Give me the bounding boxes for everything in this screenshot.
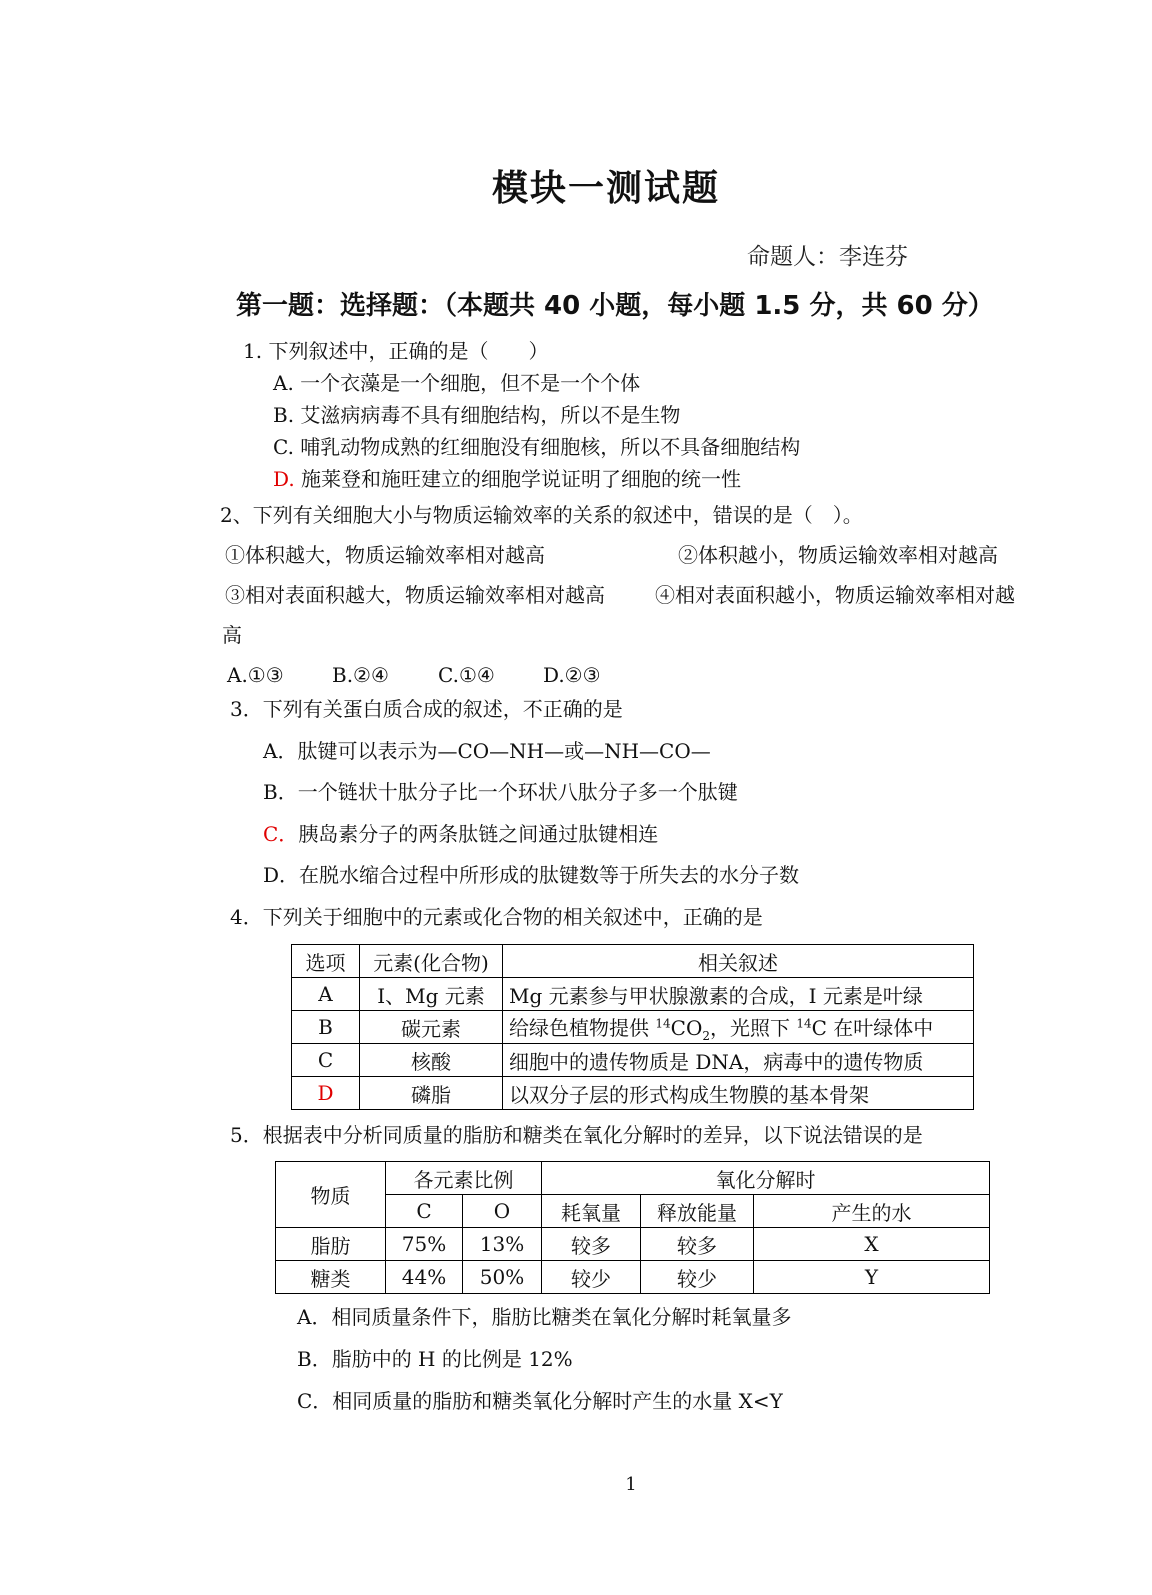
table-row (292, 945, 974, 978)
q1-stem: 1. 下列叙述中，正确的是（ ） (243, 339, 549, 363)
q1-option-c: C. 哺乳动物成熟的红细胞没有细胞核，所以不具备细胞结构 (273, 435, 801, 459)
q4-cell-element: I、Mg 元素 (360, 978, 503, 1011)
q4-header-description: 相关叙述 (503, 945, 974, 978)
table-row (292, 1044, 974, 1077)
q5-option-a: A．相同质量条件下，脂肪比糖类在氧化分解时耗氧量多 (297, 1305, 792, 1329)
q4-cell-element: 碳元素 (360, 1011, 503, 1044)
q5-cell-c: 44% (386, 1261, 463, 1294)
q4-desc-subscript: 2 (702, 1028, 710, 1043)
q5-cell-o: 50% (463, 1261, 542, 1294)
q2-statement-2: ②体积越小，物质运输效率相对越高 (678, 543, 998, 567)
author-line: 命题人：李连芬 (747, 244, 908, 270)
q4-cell-description: 细胞中的遗传物质是 DNA，病毒中的遗传物质 (503, 1044, 974, 1077)
q2-option-a: A.①③ (227, 663, 284, 687)
q5-cell-oxygen: 较多 (542, 1228, 641, 1261)
q2-stem: 2、下列有关细胞大小与物质运输效率的关系的叙述中，错误的是（ ）。 (220, 503, 863, 527)
q5-cell-water: Y (754, 1261, 990, 1294)
q4-table (291, 944, 974, 1110)
q1-option-d (273, 466, 741, 492)
q3-option-d: D．在脱水缩合过程中所形成的肽键数等于所失去的水分子数 (263, 863, 800, 887)
q5-header-c: C (386, 1195, 463, 1228)
q5-header-substance: 物质 (276, 1162, 386, 1228)
q4-desc-part: C 在叶绿体中 (811, 1015, 934, 1040)
q5-header-energy: 释放能量 (641, 1195, 754, 1228)
q3-option-c-letter: C． (263, 822, 299, 846)
q5-header-oxygen: 耗氧量 (542, 1195, 641, 1228)
q5-header-water: 产生的水 (754, 1195, 990, 1228)
q5-header-oxidation: 氧化分解时 (542, 1162, 990, 1195)
q5-option-c: C．相同质量的脂肪和糖类氧化分解时产生的水量 X<Y (297, 1389, 783, 1413)
table-row (292, 1011, 974, 1044)
q3-stem: 3．下列有关蛋白质合成的叙述，不正确的是 (230, 697, 623, 721)
table-row (292, 1077, 974, 1110)
q5-cell-o: 13% (463, 1228, 542, 1261)
q4-cell-description: 以双分子层的形式构成生物膜的基本骨架 (503, 1077, 974, 1110)
q1-option-a: A. 一个衣藻是一个细胞，但不是一个个体 (273, 371, 641, 395)
q4-stem: 4．下列关于细胞中的元素或化合物的相关叙述中，正确的是 (230, 905, 763, 929)
page-number: 1 (625, 1474, 637, 1495)
q4-cell-description (503, 1011, 974, 1044)
q2-option-c: C.①④ (438, 663, 495, 687)
q2-statement-4: ④相对表面积越小，物质运输效率相对越 (655, 583, 1015, 607)
page-title: 模块一测试题 (491, 168, 720, 209)
q4-desc-superscript: 14 (655, 1015, 671, 1030)
q1-option-d-text: 施莱登和施旺建立的细胞学说证明了细胞的统一性 (294, 467, 742, 491)
q4-desc-part: ，光照下 (709, 1015, 797, 1040)
q5-cell-energy: 较多 (641, 1228, 754, 1261)
table-row (276, 1162, 990, 1195)
q2-statement-1: ①体积越大，物质运输效率相对越高 (225, 543, 545, 567)
q2-option-b: B.②④ (332, 663, 389, 687)
q3-option-a: A．肽键可以表示为—CO—NH—或—NH—CO— (263, 739, 711, 763)
q4-header-element: 元素(化合物) (360, 945, 503, 978)
q5-header-o: O (463, 1195, 542, 1228)
q2-statement-4-cont: 高 (222, 623, 242, 647)
q5-cell-substance: 糖类 (276, 1261, 386, 1294)
q5-header-ratio: 各元素比例 (386, 1162, 542, 1195)
q4-cell-element: 核酸 (360, 1044, 503, 1077)
q4-header-option: 选项 (292, 945, 360, 978)
q2-option-d: D.②③ (543, 663, 601, 687)
table-row (276, 1228, 990, 1261)
q5-table (275, 1161, 990, 1294)
q1-option-b: B. 艾滋病病毒不具有细胞结构，所以不是生物 (273, 403, 681, 427)
q5-stem: 5．根据表中分析同质量的脂肪和糖类在氧化分解时的差异，以下说法错误的是 (230, 1123, 923, 1147)
table-row (292, 978, 974, 1011)
q3-option-b: B．一个链状十肽分子比一个环状八肽分子多一个肽键 (263, 780, 738, 804)
q4-cell-description: Mg 元素参与甲状腺激素的合成，I 元素是叶绿 (503, 978, 974, 1011)
q4-cell-option: D (292, 1077, 360, 1110)
q5-cell-water: X (754, 1228, 990, 1261)
q3-option-c (263, 821, 658, 847)
q5-cell-oxygen: 较少 (542, 1261, 641, 1294)
q4-desc-part: CO (670, 1015, 703, 1040)
q5-option-b: B．脂肪中的 H 的比例是 12% (297, 1347, 573, 1371)
q2-statement-3: ③相对表面积越大，物质运输效率相对越高 (225, 583, 605, 607)
q5-cell-energy: 较少 (641, 1261, 754, 1294)
table-row (276, 1261, 990, 1294)
q3-option-c-text: 胰岛素分子的两条肽链之间通过肽键相连 (298, 822, 659, 846)
q4-desc-part: 给绿色植物提供 (509, 1015, 656, 1040)
section-heading: 第一题：选择题：（本题共 40 小题，每小题 1.5 分，共 60 分） (236, 291, 994, 321)
q4-cell-option: B (292, 1011, 360, 1044)
q4-cell-option: A (292, 978, 360, 1011)
q5-cell-substance: 脂肪 (276, 1228, 386, 1261)
q4-cell-option: C (292, 1044, 360, 1077)
q5-cell-c: 75% (386, 1228, 463, 1261)
q4-desc-superscript: 14 (796, 1015, 812, 1030)
q4-cell-element: 磷脂 (360, 1077, 503, 1110)
q1-option-d-letter: D. (273, 467, 295, 491)
